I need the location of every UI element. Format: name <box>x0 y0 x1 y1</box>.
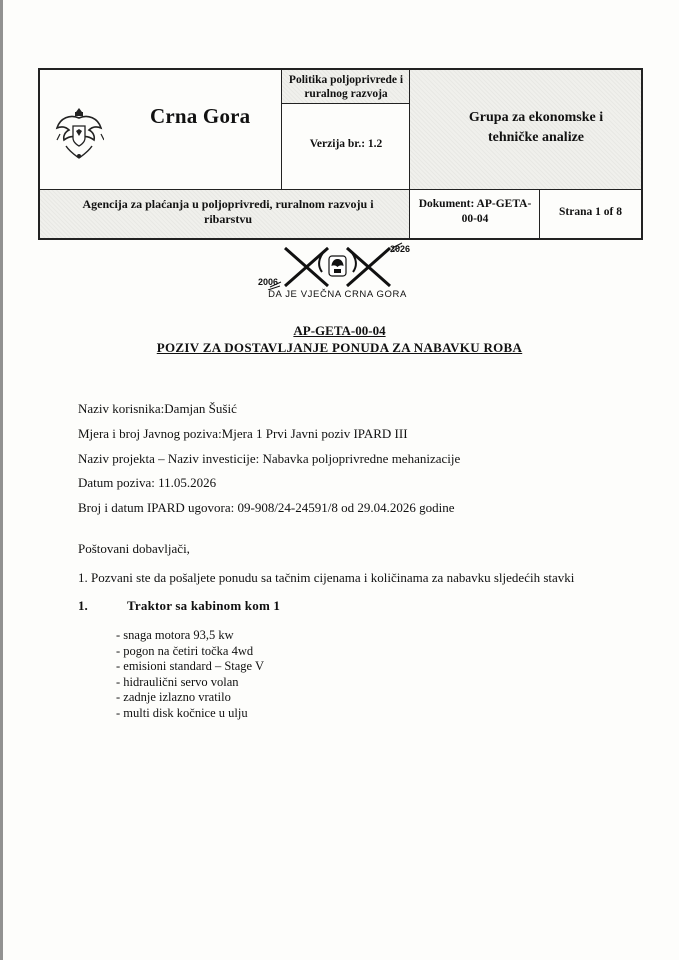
document-code-title: AP-GETA-00-04 <box>293 323 386 338</box>
call-measure: Mjera i broj Javnog poziva:Mjera 1 Prvi Javni poziv IPARD III <box>78 426 408 441</box>
item-name: Traktor sa kabinom kom 1 <box>127 598 281 613</box>
version-label: Verzija br.: 1.2 <box>309 138 383 150</box>
beneficiary-name: Naziv korisnika:Damjan Šušić <box>78 401 237 416</box>
anniversary-motto: DA JE VJEČNA CRNA GORA <box>268 289 407 300</box>
intro-paragraph: 1. Pozvani ste da pošaljete ponudu sa tačnim cijenama i količinama za nabavku sljedećih stavki <box>78 570 575 585</box>
policy-title: Politika poljoprivrede i ruralnog razvoja <box>288 74 404 100</box>
spec-item: - multi disk kočnice u ulju <box>116 705 248 720</box>
coat-of-arms-icon <box>54 104 104 162</box>
spec-item: - pogon na četiri točka 4wd <box>116 643 254 658</box>
agency-name: Agencija za plaćanja u poljoprivredi, ruralnom razvoju i ribarstvu <box>82 197 374 226</box>
spec-item: - snaga motora 93,5 kw <box>116 628 234 642</box>
anniversary-year-end: 2026 <box>390 244 411 254</box>
header-country-cell <box>40 70 282 190</box>
header-version-cell <box>282 104 410 190</box>
item-specs-list <box>116 628 264 722</box>
page-number: Strana 1 of 8 <box>559 206 622 218</box>
item-number: 1. <box>78 598 88 613</box>
project-name: Naziv projekta – Naziv investicije: Nabavka poljoprivredne mehanizacije <box>78 451 461 466</box>
group-name: Grupa za ekonomske i tehničke analize <box>468 110 604 145</box>
spec-item: - emisioni standard – Stage V <box>116 659 265 674</box>
call-date: Datum poziva: 11.05.2026 <box>78 475 217 490</box>
header-grid <box>38 68 643 240</box>
header-agency-cell <box>40 190 410 238</box>
anniversary-logo <box>250 242 425 302</box>
scan-edge <box>0 0 3 960</box>
spec-item: - hidraulični servo volan <box>116 674 239 689</box>
page-title: POZIV ZA DOSTAVLJANJE PONUDA ZA NABAVKU ROBA <box>156 340 523 355</box>
header-group-cell <box>410 70 641 190</box>
country-name: Crna Gora <box>150 104 251 128</box>
header-document-cell <box>410 190 540 238</box>
header-policy-cell <box>282 70 410 104</box>
anniversary-year-start: 2006 <box>258 277 279 287</box>
document-header-table <box>38 68 641 238</box>
spec-item: - zadnje izlazno vratilo <box>116 690 231 705</box>
contract-number: Broj i datum IPARD ugovora: 09-908/24-24591/8 od 29.04.2026 godine <box>78 500 455 515</box>
salutation: Poštovani dobavljači, <box>78 541 190 556</box>
document-code: Dokument: AP-GETA-00-04 <box>418 198 532 225</box>
header-page-cell <box>540 190 641 238</box>
